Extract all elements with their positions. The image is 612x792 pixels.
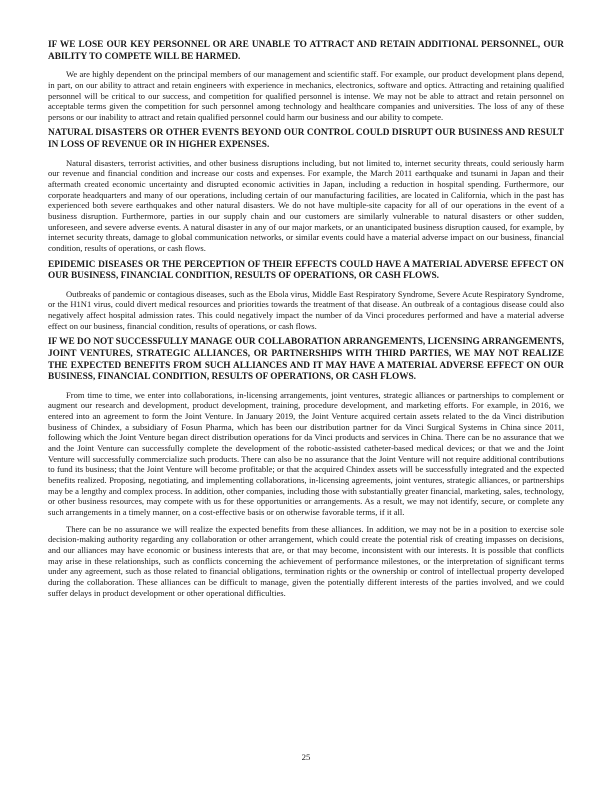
section-paragraph: From time to time, we enter into collaborations, in-licensing arrangements, joint ventures, strategic alliances or partnerships to complement or augment our research and development, product development, training, procedure development, and marketing efforts. For example, in 2016, we entered into an agreement to form the Joint Venture. In January 2019, the Joint Venture acquired certain assets related to the da Vinci distribution business of Chindex, a subsidiary of Fosun Pharma, which has been our distribution partner for da Vinci Surgical Systems in China since 2011, following which the Joint Venture began direct distribution operations for da Vinci products and services in China. There can be no assurance that we and the Joint Venture can successfully complete the development of the robotic-assisted catheter-based medical devices; or that we and the Joint Venture will successfully commercialize such products. There can also be no assurance that the Joint Venture will not require additional contributions to fund its business; that the Joint Venture will become profitable; or that the acquired Chindex assets will be successfully integrated and the expected benefits realized. Proposing, negotiating, and implementing collaborations, in-licensing agreements, joint ventures, strategic alliances, or partnerships may be a lengthy and complex process. In addition, other companies, including those with substantially greater financial, marketing, sales, technology, or other business resources, may compete with us for these opportunities or arrangements. As a result, we may not identify, secure, or complete any such arrangements in a timely manner, on a cost-effective basis or on otherwise favorable terms, if it all.	[48, 389, 564, 517]
page-number: 25	[301, 752, 311, 762]
section-paragraph: There can be no assurance we will realize the expected benefits from these alliances. In addition, we may not be in a position to exercise sole decision-making authority regarding any collaboration or other arrangement, which could create the potential risk of creating impasses on decisions, and our alliances may have economic or business interests that are, or that may become, inconsistent with our interests. It is possible that conflicts may arise in these relationships, such as conflicts concerning the achievement of performance milestones, or the interpretation of significant terms under any agreement, such as those related to financial obligations, termination rights or the ownership or control of intellectual property developed during the collaboration. These alliances can be difficult to manage, given the potentially different interests of the parties involved, and we could suffer delays in product development or other operational difficulties.	[48, 523, 564, 598]
risk-section-natural-disasters	[48, 128, 564, 253]
section-heading: IF WE DO NOT SUCCESSFULLY MANAGE OUR COLLABORATION ARRANGEMENTS, LICENSING ARRANGEMENTS, JOINT VENTURES, STRATEGIC ALLIANCES, OR PARTNERSHIPS WITH THIRD PARTIES, WE MAY NOT REALIZE THE EXPECTED BENEFITS FROM SUCH ALLIANCES AND IT MAY HAVE A MATERIAL ADVERSE EFFECT ON OUR BUSINESS, FINANCIAL CONDITION, RESULTS OF OPERATIONS, OR CASH FLOWS.	[48, 337, 564, 383]
section-heading: EPIDEMIC DISEASES OR THE PERCEPTION OF THEIR EFFECTS COULD HAVE A MATERIAL ADVERSE EFFECT ON OUR BUSINESS, FINANCIAL CONDITION, RESULTS OF OPERATIONS, OR CASH FLOWS.	[48, 259, 564, 282]
section-heading: NATURAL DISASTERS OR OTHER EVENTS BEYOND OUR CONTROL COULD DISRUPT OUR BUSINESS AND RESULT IN LOSS OF REVENUE OR IN HIGHER EXPENSES.	[48, 128, 564, 151]
section-paragraph: We are highly dependent on the principal members of our management and scientific staff. For example, our product development plans depend, in part, on our ability to attract and retain engineers with experience in mechanics, electronics, software and optics. Attracting and retaining qualified personnel will be critical to our success, and competition for qualified personnel is intense. We may not be able to attract and retain personnel on acceptable terms given the competition for such personnel among technology and healthcare companies and universities. The loss of any of these persons or our inability to attract and retain qualified personnel could harm our business and our ability to compete.	[48, 69, 564, 122]
risk-section-key-personnel	[48, 40, 564, 122]
section-heading: IF WE LOSE OUR KEY PERSONNEL OR ARE UNABLE TO ATTRACT AND RETAIN ADDITIONAL PERSONNEL, OUR ABILITY TO COMPETE WILL BE HARMED.	[48, 40, 564, 62]
risk-section-collaborations	[48, 337, 564, 598]
section-paragraph: Natural disasters, terrorist activities, and other business disruptions including, but not limited to, internet security threats, could seriously harm our revenue and financial condition and increase our costs and expenses. For example, the March 2011 earthquake and tsunami in Japan and their aftermath created economic uncertainty and disrupted economic activities in Japan, including a reduction in hospital spending. Furthermore, our corporate headquarters and many of our operations, including certain of our manufacturing facilities, are located in California, which in the past has experienced both severe earthquakes and other natural disasters. We do not have multiple-site capacity for all of our operations in the event of a business disruption. Furthermore, parties in our supply chain and our customers are similarly vulnerable to natural disasters or other sudden, unforeseen, and severe adverse events. A natural disaster in any of our major markets, or an unanticipated business disruption caused, for example, by internet security threats, damage to global communication networks, or similar events could have a material adverse impact on our business, financial condition, results of operations, or cash flows.	[48, 157, 564, 253]
risk-section-epidemic-diseases	[48, 260, 564, 332]
section-paragraph: Outbreaks of pandemic or contagious diseases, such as the Ebola virus, Middle East Respiratory Syndrome, Severe Acute Respiratory Syndrome, or the H1N1 virus, could divert medical resources and priorities towards the treatment of that disease. An outbreak of a contagious disease could also negatively affect hospital admission rates. This could negatively impact the number of da Vinci procedures performed and have a material adverse effect on our business, financial condition, results of operations, or cash flows.	[48, 288, 564, 331]
